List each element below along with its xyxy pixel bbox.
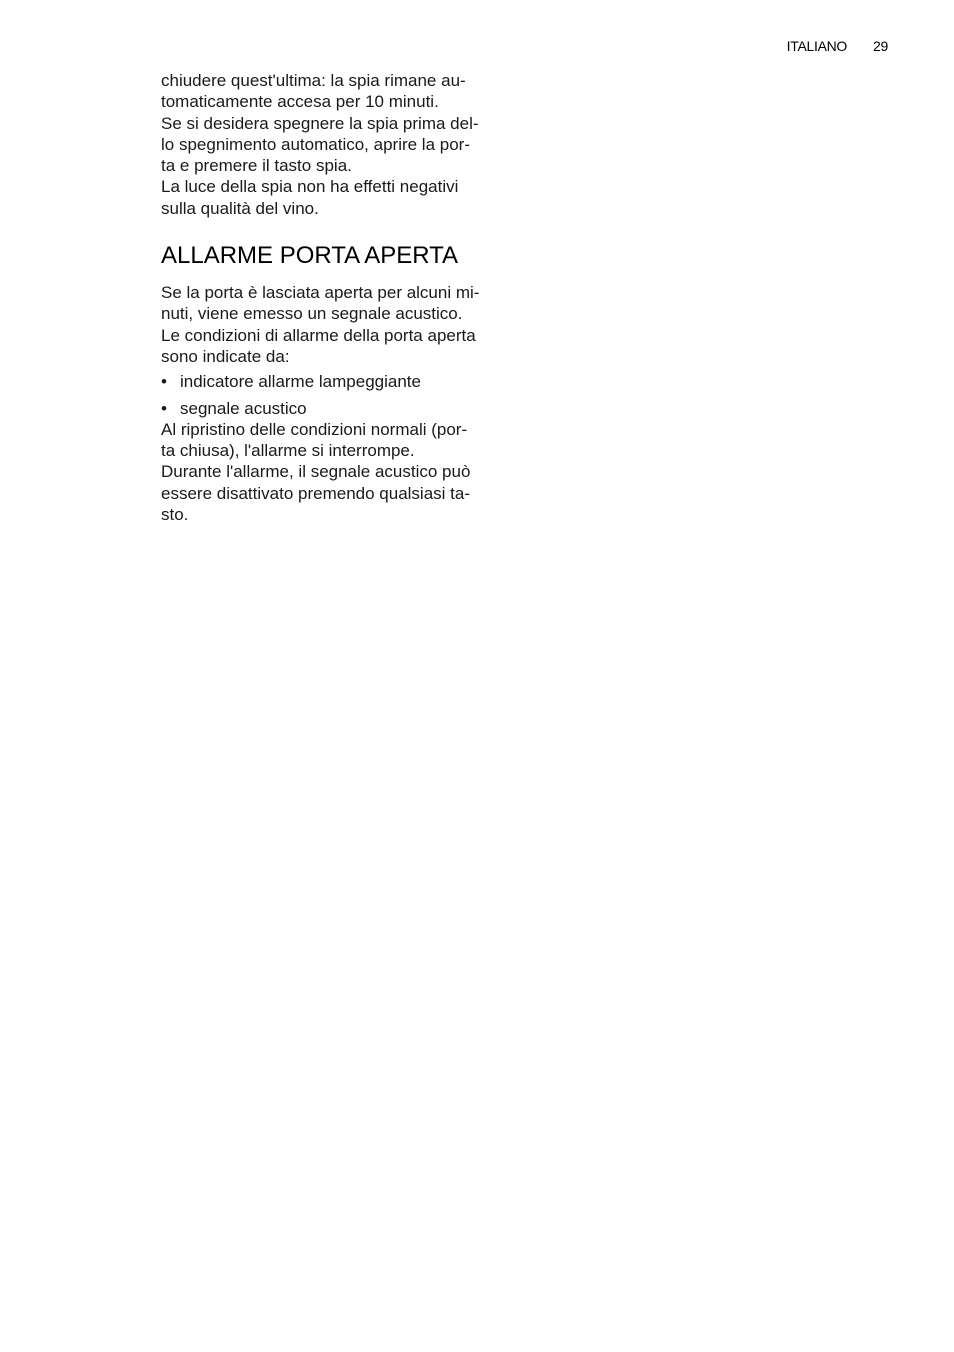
list-item (161, 371, 521, 392)
alarm-indicator-list (161, 371, 521, 419)
text-column (161, 70, 521, 525)
alarm-paragraph-1: Se la porta è lasciata aperta per alcuni mi- nuti, viene emesso un segnale acustico. (161, 283, 480, 324)
section-heading: ALLARME PORTA APERTA (161, 242, 458, 270)
list-item-text: indicatore allarme lampeggiante (180, 372, 421, 392)
intro-paragraph-2: Se si desidera spegnere la spia prima del- lo spegnimento automatico, aprire la por- ta e premere il tasto spia. (161, 113, 479, 176)
intro-paragraph-3: La luce della spia non ha effetti negativi sulla qualità del vino. (161, 177, 459, 218)
intro-paragraph-1: chiudere quest'ultima: la spia rimane au- tomaticamente accesa per 10 minuti. (161, 71, 466, 112)
list-item-text: segnale acustico (180, 398, 307, 418)
bullet-icon: • (161, 398, 167, 418)
page-number: 29 (873, 38, 888, 54)
page-header (700, 38, 888, 58)
language-label: ITALIANO (786, 38, 848, 54)
closing-paragraph-2: Durante l'allarme, il segnale acustico può essere disattivato premendo qualsiasi ta- sto. (161, 462, 471, 525)
closing-paragraph-1: Al ripristino delle condizioni normali (por- ta chiusa), l'allarme si interrompe. (161, 419, 468, 461)
bullet-icon: • (161, 372, 167, 392)
alarm-paragraph-2: Le condizioni di allarme della porta aperta sono indicate da: (161, 325, 476, 366)
list-item (161, 398, 521, 419)
